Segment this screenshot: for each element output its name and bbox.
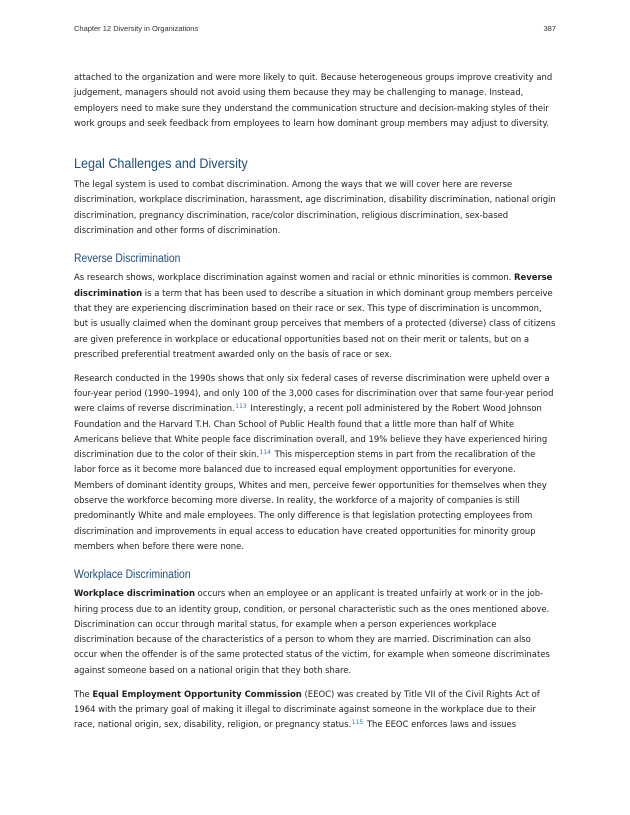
chapter-title: Chapter 12 Diversity in Organizations: [74, 24, 199, 33]
reverse-paragraph-2: Research conducted in the 1990s shows that only six federal cases of reverse discrimination were upheld over a four-year period (1990–1994), and only 100 of the 3,000 cases for discrimination over that same four-year period were claims of reverse discrimination.$^{113}$ Interestingly, a recent poll administered by the Robert Wood Johnson Foundation and the Harvard T.H. Chan School of Public Health found that a little more than half of White Americans believe that White people face discrimination overall, and 19% believe they have experienced hiring discrimination due to the color of their skin.$^{114}$ This misperception stems in part from the recalibration of the labor force as it become more balanced due to increased equal employment opportunities for everyone. Members of dominant identity groups, Whites and men, perceive fewer opportunities for themselves when they observe the workforce becoming more diverse. In reality, the workforce of a majority of companies is still predominantly White and male employees. The only difference is that legislation protecting employees from discrimination and improvements in equal access to education have created opportunities for minority group members when before there were none.: [74, 372, 554, 551]
legal-paragraph: The legal system is used to combat discrimination. Among the ways that we will cover here are reverse discrimination, workplace discrimination, harassment, age discrimination, disability discrimination, national origin discrimination, pregnancy discrimination, race/color discrimination, religious discrimination, sex-based discrimination and other forms of discrimination.: [74, 179, 556, 236]
term-workplace-discrimination: Workplace discrimination: [74, 588, 195, 599]
subsection-heading-workplace-discrimination: Workplace Discrimination: [74, 569, 191, 582]
term-eeoc: Equal Employment Opportunity Commission: [92, 688, 302, 699]
reverse-paragraph-1: As research shows, workplace discrimination against women and racial or ethnic minorities is common. Reverse discrimination is a term that has been used to describe a situation in which dominant group members perceive that they are experiencing discrimination based on their race or sex. This type of discrimination is uncommon, but is usually claimed when the dominant group perceives that members of a protected (diverse) class of citizens are given preference in workplace or educational opportunities based not on their merit or talents, but on a prescribed preferential treatment awarded only on the basis of race or sex.: [74, 272, 556, 359]
footnote-link-115[interactable]: 115: [351, 718, 364, 726]
footnote-link-114[interactable]: 114: [259, 448, 271, 456]
intro-paragraph: attached to the organization and were more likely to quit. Because heterogeneous groups improve creativity and judgement, managers should not avoid using them because they may be challenging to manage. Instead, employers need to make sure they understand the communication structure and decision-making styles of their work groups and seek feedback from employees to learn how dominant group members may adjust to diversity.: [74, 72, 553, 128]
workplace-paragraph-1: Workplace discrimination occurs when an employee or an applicant is treated unfairly at work or in the job-hiring process due to an identity group, condition, or personal characteristic such as the ones mentioned above. Discrimination can occur through marital status, for example when a person experiences workplace discrimination because of the characteristics of a person to whom they are married. Discrimination can also occur when the offender is of the same protected status of the victim, for example when someone discriminates against someone based on a national origin that they both share.: [74, 588, 550, 675]
term-reverse-discrimination: Reverse discrimination: [74, 272, 553, 298]
footnote-link-113[interactable]: 113: [235, 402, 247, 410]
subsection-heading-reverse-discrimination: Reverse Discrimination: [74, 253, 181, 266]
section-heading-legal-challenges: Legal Challenges and Diversity: [74, 155, 248, 172]
page-body: [74, 70, 556, 741]
workplace-paragraph-2: The Equal Employment Opportunity Commission (EEOC) was created by Title VII of the Civil Rights Act of 1964 with the primary goal of making it illegal to discriminate against someone in the workplace due to their race, national origin, sex, disability, religion, or pregnancy status.$^{115}$ The EEOC enforces laws and issues: [74, 688, 540, 730]
page-number: 387: [543, 24, 556, 33]
